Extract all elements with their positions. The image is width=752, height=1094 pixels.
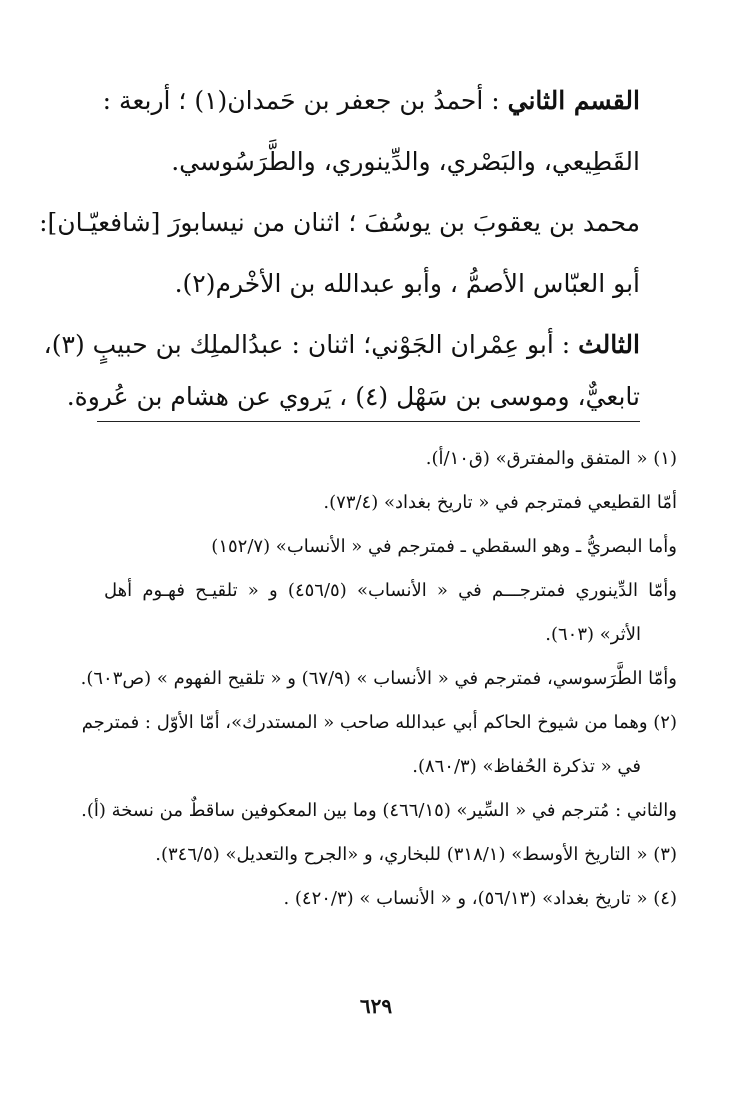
footnote-1-tarsusi: وأمّا الطَّرَسوسي، فمترجم في « الأنساب » (٦٧/٩) و « تلقيح الفهوم » (ص٦٠٣).: [80, 668, 677, 689]
footnote-2-second: والثاني : مُترجم في « السِّير» (٤٦٦/١٥) وما بين المعكوفين ساقطٌ من نسخة (أ).: [81, 800, 677, 821]
footnote-3: (٣) « التاريخ الأوسط» (٣١٨/١) للبخاري، و «الجرح والتعديل» (٣٤٦/٥).: [155, 844, 677, 865]
footnote-1-dinawari-cont: الأثر» (٦٠٣).: [545, 624, 641, 645]
main-line-1: [100, 70, 640, 131]
main-line-5-text: : أبو عِمْران الجَوْني؛ اثنان : عبدُالملِك بن حبيبٍ (٣)،: [43, 330, 571, 359]
footnote-1: (١) « المتفق والمفترق» (ق١٠/أ).: [425, 448, 677, 469]
main-line-4: أبو العبّاس الأصمُّ ، وأبو عبدالله بن الأخْرم(٢).: [174, 269, 640, 298]
footnote-2: (٢) وهما من شيوخ الحاكم أبي عبدالله صاحب « المستدرك»، أمّا الأوّل : فمترجم: [81, 712, 677, 733]
main-line-1-text: : أحمدُ بن جعفر بن حَمدان(١) ؛ أربعة :: [102, 86, 500, 115]
footnote-1-qatii: أمّا القطيعي فمترجم في « تاريخ بغداد» (٧٣/٤).: [323, 492, 677, 513]
footnote-4: (٤) « تاريخ بغداد» (٥٦/١٣)، و « الأنساب » (٤٢٠/٣) .: [283, 888, 677, 909]
footnote-2-cont: في « تذكرة الحُفاظ» (٨٦٠/٣).: [412, 756, 641, 777]
main-line-3: محمد بن يعقوبَ بن يوسُفَ ؛ اثنان من نيسابورَ [شافعيّـان]:: [39, 208, 640, 237]
footnote-1-dinawari: وأمّا الدِّينوري فمترجـــم في « الأنساب» (٤٥٦/٥) و « تلقيـح فهـوم أهل: [104, 580, 677, 601]
footnote-1-basri: وأما البصريُّ ـ وهو السقطي ـ فمترجم في « الأنساب» (١٥٢/٧): [211, 536, 677, 557]
section-heading-second: القسم الثاني: [507, 86, 640, 115]
main-text: [39, 70, 640, 419]
main-line-6: تابعيٌّ، وموسى بن سَهْل (٤) ، يَروي عن هشام بن عُروة.: [66, 382, 640, 411]
section-heading-third: الثالث: [578, 330, 640, 359]
page-number: ٦٢٩: [359, 994, 393, 1018]
footnote-separator: [97, 421, 640, 422]
main-line-5: [43, 314, 640, 375]
footnotes: [80, 437, 677, 921]
main-line-2: القَطِيعي، والبَصْري، والدِّينوري، والطَّرَسُوسي.: [171, 147, 640, 176]
